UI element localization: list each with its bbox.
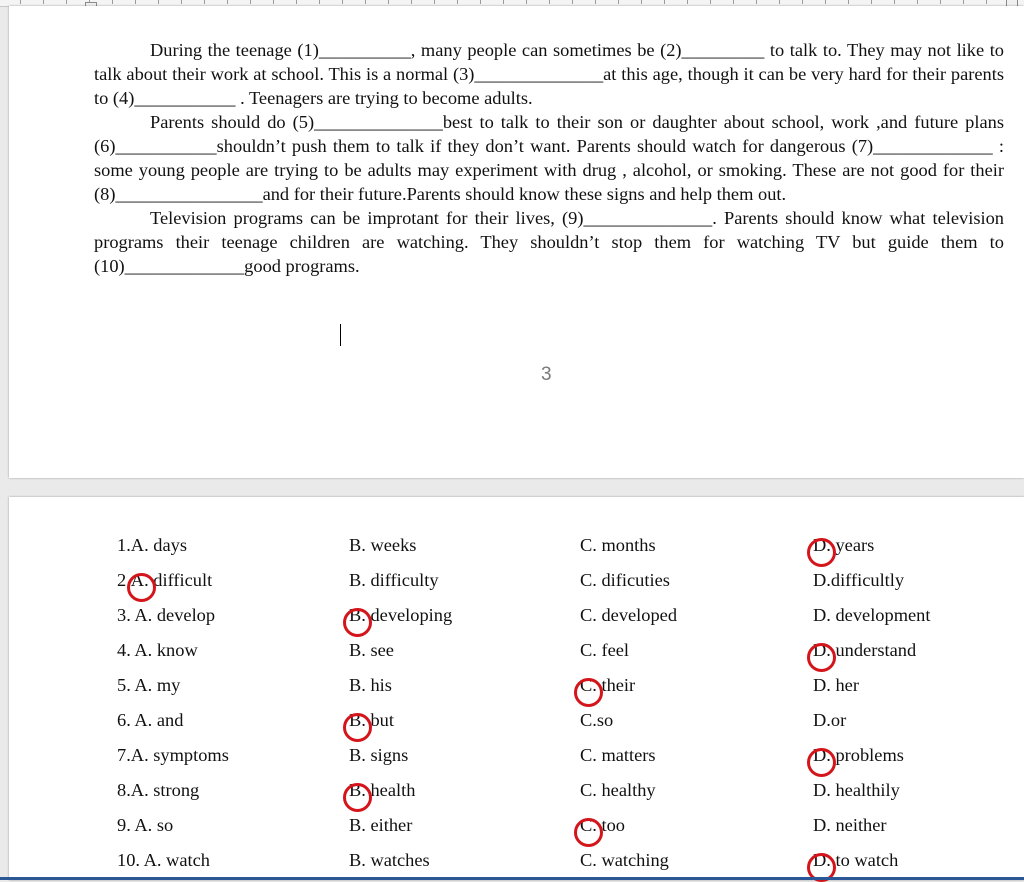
option-text: C. their — [580, 675, 636, 695]
option-text: C. developed — [580, 605, 678, 625]
ruler-tick — [135, 0, 136, 4]
option-text: B. watches — [349, 850, 430, 870]
option-text: B. health — [349, 780, 416, 800]
question-row — [9, 528, 1024, 563]
option-text: B. signs — [349, 745, 409, 765]
question-row — [9, 633, 1024, 668]
option-text: C. matters — [580, 745, 656, 765]
ruler-tick — [848, 0, 849, 4]
option-b — [349, 668, 392, 703]
question-row — [9, 563, 1024, 598]
option-text: 2.A. difficult — [117, 570, 213, 590]
option-text: B. difficulty — [349, 570, 439, 590]
option-text: 9. A. so — [117, 815, 174, 835]
ruler-tick — [388, 0, 389, 4]
option-b — [349, 563, 439, 598]
option-a — [117, 528, 187, 563]
ruler-tick — [457, 0, 458, 4]
ruler-tick — [779, 0, 780, 4]
ruler-tick — [181, 0, 182, 4]
option-b — [349, 843, 430, 878]
option-d — [813, 535, 874, 555]
question-row — [9, 668, 1024, 703]
passage[interactable] — [94, 38, 1004, 278]
option-b — [349, 738, 408, 773]
document-page-3[interactable] — [9, 6, 1024, 478]
ruler-tick — [20, 0, 21, 4]
option-a — [117, 668, 180, 703]
ruler-tick — [480, 0, 481, 4]
ruler-tick — [503, 0, 504, 4]
option-text: B. either — [349, 815, 413, 835]
ruler-tick — [319, 0, 320, 4]
option-d — [813, 850, 898, 870]
ruler-tick — [549, 0, 550, 4]
option-text: 10. A. watch — [117, 850, 210, 870]
question-row — [9, 808, 1024, 843]
option-d — [813, 808, 887, 843]
option-a — [117, 773, 199, 808]
ruler-tick — [434, 0, 435, 4]
ruler-tick — [250, 0, 251, 4]
option-text: 4. A. know — [117, 640, 198, 660]
option-d — [813, 563, 904, 598]
ruler-tick — [710, 0, 711, 4]
option-a — [117, 633, 198, 668]
question-row — [9, 843, 1024, 878]
option-b — [349, 710, 394, 730]
option-c — [580, 675, 635, 695]
ruler-tick — [43, 0, 44, 4]
option-text: D. her — [813, 675, 859, 695]
option-d — [813, 773, 900, 808]
option-text: B. see — [349, 640, 394, 660]
ruler-tick — [664, 0, 665, 4]
option-c — [580, 563, 670, 598]
ruler-tick — [940, 0, 941, 4]
option-c — [580, 703, 613, 738]
option-text: 3. A. develop — [117, 605, 216, 625]
option-text: C. healthy — [580, 780, 656, 800]
option-text: D.or — [813, 710, 847, 730]
question-row — [9, 738, 1024, 773]
option-d — [813, 640, 916, 660]
option-a — [117, 808, 173, 843]
option-c — [580, 815, 625, 835]
option-text: C. dificuties — [580, 570, 670, 590]
option-text: B. but — [349, 710, 394, 730]
ruler-tick — [618, 0, 619, 4]
ruler-tick — [227, 0, 228, 4]
option-text: B. weeks — [349, 535, 417, 555]
ruler-tick — [641, 0, 642, 4]
option-b — [349, 780, 415, 800]
ruler-tick — [894, 0, 895, 4]
option-b — [349, 528, 416, 563]
ruler-tick — [687, 0, 688, 4]
passage-paragraph-1: During the teenage (1)__________, many people can sometimes be (2)_________ to talk to. They may not like to talk about their work at school. This is a normal (3)______________at this age, though it can be very hard for their parents to (4)___________ . Teenagers are trying to become adults. — [94, 40, 1004, 108]
ruler-tick — [733, 0, 734, 4]
question-row — [9, 703, 1024, 738]
option-c — [580, 633, 629, 668]
ruler-tick — [342, 0, 343, 4]
ruler-tick — [204, 0, 205, 4]
ruler-tick — [963, 0, 964, 4]
ruler-tick — [871, 0, 872, 4]
ruler-tick — [825, 0, 826, 4]
ruler-tick — [917, 0, 918, 4]
option-a — [117, 843, 210, 878]
option-a — [117, 570, 212, 590]
option-text: 7.A. symptoms — [117, 745, 229, 765]
question-row — [9, 598, 1024, 633]
ruler-tick — [756, 0, 757, 4]
option-a — [117, 738, 229, 773]
option-text: D. neither — [813, 815, 887, 835]
option-a — [117, 598, 215, 633]
question-row — [9, 773, 1024, 808]
option-text: C. too — [580, 815, 625, 835]
option-d — [813, 703, 846, 738]
ruler-tick — [802, 0, 803, 4]
option-text: D. to watch — [813, 850, 899, 870]
option-b — [349, 633, 394, 668]
option-text: 8.A. strong — [117, 780, 200, 800]
option-c — [580, 843, 669, 878]
page-number: 3 — [541, 364, 552, 385]
option-text: B. developing — [349, 605, 453, 625]
option-text: C. feel — [580, 640, 630, 660]
option-text: C.so — [580, 710, 614, 730]
option-text: D. development — [813, 605, 931, 625]
option-text: D. understand — [813, 640, 917, 660]
option-text: D. problems — [813, 745, 904, 765]
ruler-tick — [526, 0, 527, 4]
option-text: D. years — [813, 535, 875, 555]
passage-paragraph-2: Parents should do (5)______________best to talk to their son or daughter about school, work ,and future plans (6)___________shouldn’t push them to talk if they don’t want. Parents should watch for dangerous (7)_____________ : some young people are trying to be adults may experiment with drug , alcohol, or smoking. These are not good for their (8)________________and for their future.Parents should know these signs and help them out. — [94, 112, 1004, 204]
option-d — [813, 668, 859, 703]
ruler-tick — [273, 0, 274, 4]
option-b — [349, 808, 412, 843]
option-d — [813, 598, 930, 633]
option-text: 5. A. my — [117, 675, 181, 695]
ruler-tick — [411, 0, 412, 4]
option-text: 1.A. days — [117, 535, 187, 555]
option-text: C. months — [580, 535, 656, 555]
ruler-tick — [986, 0, 987, 4]
ruler-tick — [112, 0, 113, 4]
option-a — [117, 703, 183, 738]
option-c — [580, 738, 656, 773]
option-text: 6. A. and — [117, 710, 184, 730]
option-text: D.difficultly — [813, 570, 905, 590]
ruler-tick — [365, 0, 366, 4]
option-c — [580, 528, 656, 563]
option-c — [580, 773, 656, 808]
option-text: D. healthily — [813, 780, 900, 800]
ruler-tick — [296, 0, 297, 4]
option-c — [580, 598, 677, 633]
ruler-tick — [66, 0, 67, 4]
option-text: B. his — [349, 675, 392, 695]
option-d — [813, 745, 904, 765]
option-text: C. watching — [580, 850, 669, 870]
text-cursor — [340, 324, 341, 346]
option-b — [349, 605, 452, 625]
document-page-4[interactable] — [9, 497, 1024, 880]
ruler-tick — [595, 0, 596, 4]
ruler-tick — [158, 0, 159, 4]
passage-paragraph-3: Television programs can be improtant for their lives, (9)______________. Parents should know what television programs their teenage children are watching. They shouldn’t stop them for watching TV but guide them to (10)_____________good programs. — [94, 208, 1004, 276]
ruler-tick — [572, 0, 573, 4]
